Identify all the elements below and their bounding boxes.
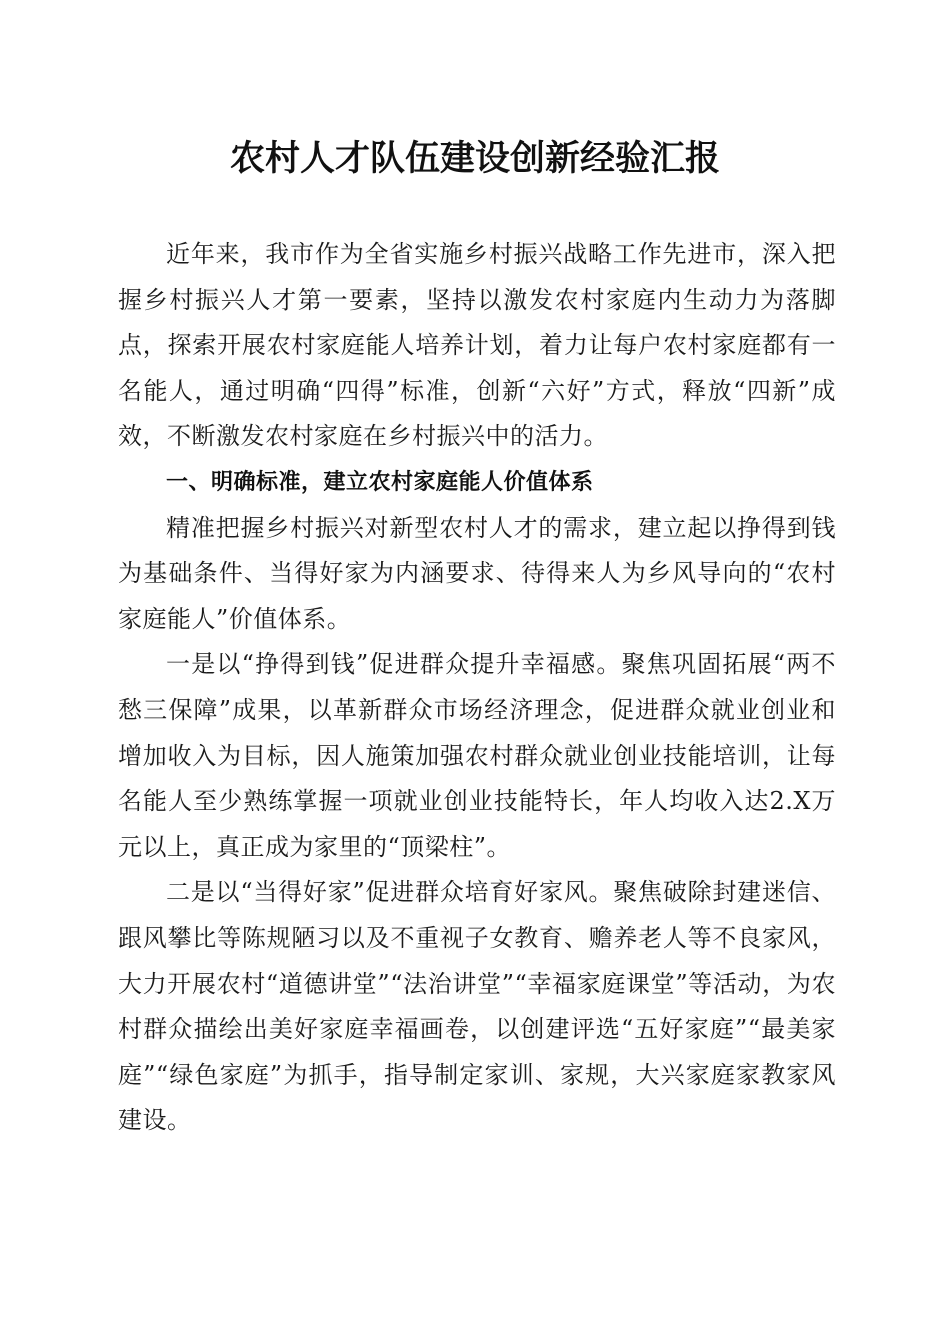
intro-paragraph: 近年来，我市作为全省实施乡村振兴战略工作先进市，深入把握乡村振兴人才第一要素，坚持以激发农村家庭内生动力为落脚点，探索开展农村家庭能人培养计划，着力让每户农村家庭都有一名能人，通过明确“四得”标准，创新“六好”方式，释放“四新”成效，不断激发农村家庭在乡村振兴中的活力。	[118, 240, 836, 451]
document-title: 农村人才队伍建设创新经验汇报	[229, 138, 720, 179]
point-1-paragraph: 一是以“挣得到钱”促进群众提升幸福感。聚焦巩固拓展“两不愁三保障”成果，以革新群众市场经济理念，促进群众就业创业和增加收入为目标，因人施策加强农村群众就业创业技能培训，让每名能人至少熟练掌握一项就业创业技能特长，年人均收入达2.X万元以上，真正成为家里的“顶梁柱”。	[118, 650, 836, 861]
section-1-paragraph: 精准把握乡村振兴对新型农村人才的需求，建立起以挣得到钱为基础条件、当得好家为内涵要求、待得来人为乡风导向的“农村家庭能人”价值体系。	[118, 513, 836, 633]
document-body	[118, 232, 836, 1144]
point-2-paragraph: 二是以“当得好家”促进群众培育好家风。聚焦破除封建迷信、跟风攀比等陈规陋习以及不重视子女教育、赡养老人等不良家风，大力开展农村“道德讲堂”“法治讲堂”“幸福家庭课堂”等活动，为农村群众描绘出美好家庭幸福画卷，以创建评选“五好家庭”“最美家庭”“绿色家庭”为抓手，指导制定家训、家规，大兴家庭家教家风建设。	[118, 878, 836, 1135]
section-heading-1: 一、明确标准，建立农村家庭能人价值体系	[166, 469, 594, 495]
